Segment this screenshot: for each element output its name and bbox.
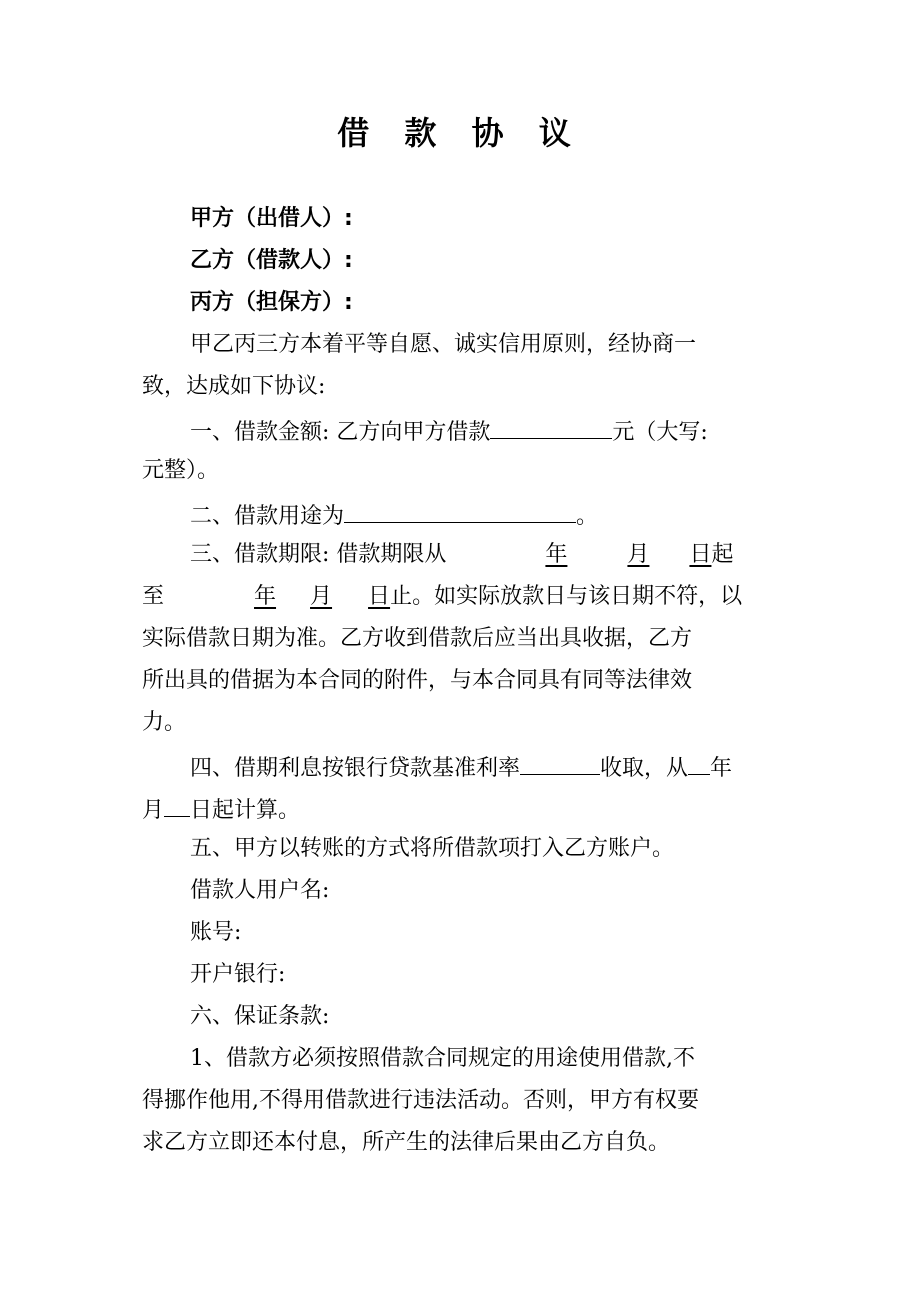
party-b-label: 乙方（借款人）:: [190, 248, 353, 273]
clause-6-1-line-3: 求乙方立即还本付息，所产生的法律后果由乙方自负。: [142, 1130, 671, 1155]
account-bank-label: 开户银行:: [190, 962, 286, 987]
clause-2-end: 。: [576, 504, 599, 529]
party-a-label: 甲方（出借人）:: [190, 206, 353, 231]
intro-line-1: 甲乙丙三方本着平等自愿、诚实信用原则，经协商一: [190, 332, 697, 357]
clause-3-line-2: [142, 582, 792, 612]
clause-3-line-4: 所出具的借据为本合同的附件，与本合同具有同等法律效: [142, 668, 693, 693]
clause-3-line-3: 实际借款日期为准。乙方收到借款后应当出具收据，乙方: [142, 626, 693, 651]
document-title: 借 款 协 议: [337, 114, 583, 152]
clause-2-purpose: [190, 498, 840, 532]
clause-6-1-line-2: 得挪作他用,不得用借款进行违法活动。否则，甲方有权要: [142, 1088, 699, 1113]
interest-rate-blank[interactable]: [520, 750, 600, 775]
clause-3-text-2: 止。如实际放款日与该日期不符，以: [390, 584, 743, 609]
interest-year-blank[interactable]: [688, 750, 710, 775]
clause-1-line-2: 元整）。: [142, 458, 220, 483]
end-date-blank[interactable]: 年 月 日: [254, 584, 391, 609]
clause-4-year: 年: [710, 756, 733, 781]
account-name-label: 借款人用户名:: [190, 878, 330, 903]
account-number-label: 账号:: [190, 920, 242, 945]
clause-3-text: 三、借款期限: 借款期限从: [190, 542, 447, 567]
clause-1-text: 一、借款金额: 乙方向甲方借款: [190, 420, 491, 445]
clause-5-transfer: 五、甲方以转账的方式将所借款项打入乙方账户。: [190, 836, 675, 861]
intro-line-2: 致，达成如下协议:: [142, 374, 326, 399]
clause-2-text: 二、借款用途为: [190, 504, 345, 529]
interest-day-blank[interactable]: [164, 792, 190, 817]
clause-6-heading: 六、保证条款:: [190, 1004, 330, 1029]
clause-3-line-5: 力。: [142, 710, 187, 735]
clause-1-capital: 元（大写:: [612, 420, 708, 445]
loan-amount-blank[interactable]: [490, 414, 612, 439]
clause-6-1-line-1: 1、借款方必须按照借款合同规定的用途使用借款,不: [190, 1046, 695, 1071]
clause-4-text-2: 收取，从: [600, 756, 689, 781]
clause-4-text-3: 日起计算。: [190, 798, 301, 823]
clause-4-interest: [190, 750, 840, 784]
clause-4-text: 四、借期利息按银行贷款基准利率: [190, 756, 521, 781]
start-date-blank[interactable]: 年 月 日: [545, 542, 712, 567]
loan-purpose-blank[interactable]: [344, 498, 576, 523]
clause-4-line-2: [142, 792, 792, 826]
clause-3-zhi: 至: [142, 584, 165, 609]
clause-3-term: [190, 540, 840, 570]
party-c-label: 丙方（担保方）:: [190, 290, 353, 315]
clause-1-amount: [190, 414, 840, 448]
clause-4-month: 月: [142, 798, 165, 823]
clause-3-qi: 起: [711, 542, 734, 567]
